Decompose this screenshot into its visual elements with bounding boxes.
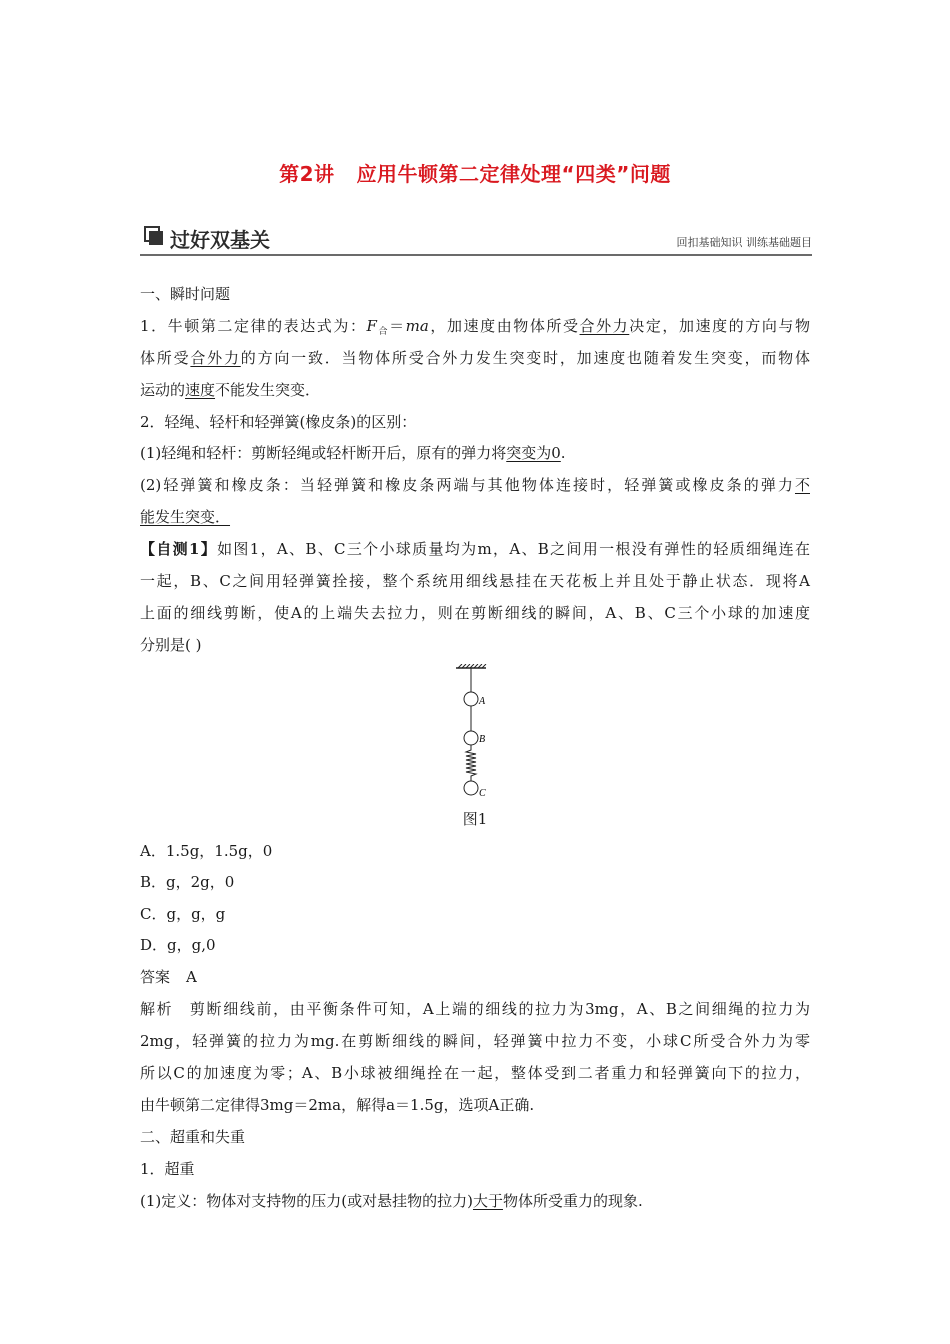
analysis-line-4: 由牛顿第二定律得3mg＝2ma，解得a＝1.5g，选项A正确.: [140, 1096, 535, 1114]
paragraph-1-line-1: 1．牛顿第二定律的表达式为：$F_合=ma$，加速度由物体所受合外力决定，加速度的方向与物: [140, 317, 810, 337]
option-c: C．g，g，g: [140, 905, 226, 923]
banner-divider: [140, 254, 812, 256]
section-heading-2: 二、超重和失重: [140, 1128, 246, 1146]
spring-bc: [466, 745, 476, 781]
answer-blank: 不: [794, 476, 810, 494]
question-1-line-3: 上面的细线剪断，使A的上端失去拉力，则在剪断细线的瞬间，A、B、C三个小球的加速度: [140, 604, 810, 622]
ball-a-label: A: [479, 696, 486, 707]
figure-caption: 图1: [462, 810, 488, 828]
answer-blank: 合外力: [579, 317, 630, 335]
ball-a: [464, 692, 478, 706]
answer-blank: 能发生突变．: [140, 508, 231, 526]
answer-blank: 速度: [185, 381, 216, 399]
answer-blank: 大于: [472, 1192, 503, 1210]
paragraph-2-item-2-cont: [140, 507, 230, 527]
question-tag: 【自测1】: [140, 540, 218, 558]
question-1-line-4: 分别是( ): [140, 636, 202, 654]
section-heading-1: 一、瞬时问题: [140, 285, 231, 303]
spring-ball-diagram: [440, 664, 510, 804]
overweight-definition: (1)定义：物体对支持物的压力(或对悬挂物的拉力)大于物体所受重力的现象.: [140, 1192, 643, 1210]
analysis-line-3: 所以C的加速度为零；A、B小球被细绳拴在一起，整体受到二者重力和轻弹簧向下的拉力，: [140, 1064, 810, 1082]
banner-title: 过好双基关: [170, 228, 270, 252]
banner-subtitle: 回扣基础知识 训练基础题目: [676, 236, 812, 249]
paragraph-1-line-2: 体所受合外力的方向一致．当物体所受合外力发生突变时，加速度也随着发生突变，而物体: [140, 349, 810, 367]
option-b: B．g，2g，0: [140, 873, 235, 891]
ball-c: [464, 781, 478, 795]
question-1-line-1: 【自测1】如图1，A、B、C三个小球质量均为m，A、B之间用一根没有弹性的轻质细绳连在: [140, 540, 810, 558]
option-a: A．1.5g，1.5g，0: [140, 842, 273, 860]
ball-b-label: B: [479, 734, 486, 745]
analysis-line-2: 2mg，轻弹簧的拉力为mg.在剪断细线的瞬间，轻弹簧中拉力不变，小球C所受合外力为零: [140, 1032, 810, 1050]
ball-b: [464, 731, 478, 745]
subsection-overweight: 1．超重: [140, 1160, 195, 1178]
paragraph-2-heading: 2．轻绳、轻杆和轻弹簧(橡皮条)的区别：: [140, 413, 417, 431]
paragraph-1-line-3: 运动的速度不能发生突变．: [140, 381, 321, 399]
banner-square-icon: [144, 226, 164, 246]
lecture-title: 应用牛顿第二定律处理“四类”问题: [356, 162, 671, 186]
lecture-number: 第2讲: [279, 162, 335, 186]
paragraph-2-item-1: (1)轻绳和轻杆：剪断轻绳或轻杆断开后，原有的弹力将突变为0.: [140, 444, 566, 462]
answer-line: 答案 A: [140, 968, 197, 986]
option-d: D．g，g,0: [140, 936, 216, 954]
answer-blank: 突变为0: [506, 444, 561, 462]
analysis-line-1: 解析 剪断细线前，由平衡条件可知，A上端的细线的拉力为3mg，A、B之间细绳的拉力为: [140, 1000, 810, 1018]
ball-c-label: C: [479, 788, 486, 799]
answer-blank: 合外力: [190, 349, 241, 367]
question-1-line-2: 一起，B、C之间用轻弹簧拴接，整个系统用细线悬挂在天花板上并且处于静止状态．现将A: [140, 572, 810, 590]
section-banner: [140, 222, 812, 256]
page-title: [0, 158, 950, 187]
paragraph-2-item-2: (2)轻弹簧和橡皮条：当轻弹簧和橡皮条两端与其他物体连接时，轻弹簧或橡皮条的弹力不: [140, 476, 810, 494]
